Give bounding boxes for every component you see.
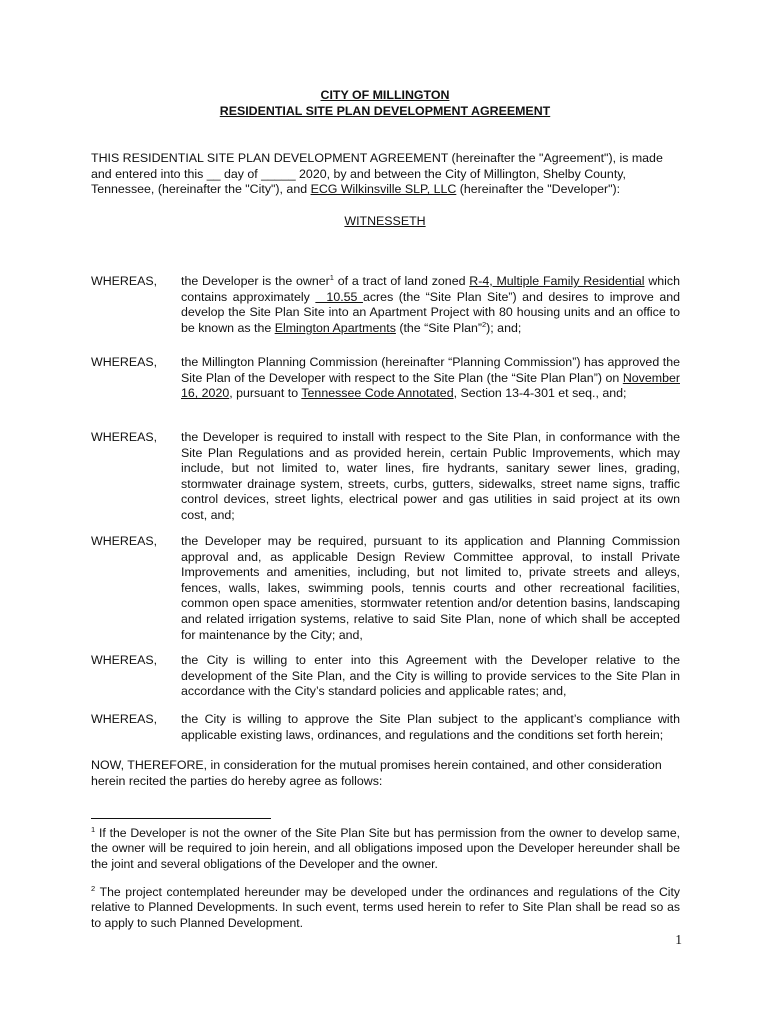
whereas-label: WHEREAS,	[91, 653, 158, 667]
approval-date: November 16, 2020	[181, 370, 680, 401]
zoning-district: R-4, Multiple Family Residential	[469, 274, 645, 288]
now-therefore-paragraph: NOW, THEREFORE, in consideration for the mutual promises herein contained, and other consideration herein recited the parties do hereby agree as follows:	[91, 758, 662, 788]
whereas-label: WHEREAS,	[91, 534, 158, 548]
code-reference: Tennessee Code Annotated	[301, 386, 454, 401]
whereas-clause-6: the City is willing to approve the Site Plan subject to the applicant’s compliance with applicable existing laws, ordinances, and regulations and the conditions set forth herein;	[181, 712, 680, 742]
footnote-2: $^2$ The project contemplated hereunder may be developed under the ordinances and regulations of the City relative to Planned Developments. In such event, terms used herein to refer to Site Plan shall be read so as to apply to such Planned Development.	[91, 883, 680, 930]
developer-name: ECG Wilkinsville SLP, LLC	[310, 182, 457, 197]
whereas-clause-4: the Developer may be required, pursuant to its application and Planning Commission approval and, as applicable Design Review Committee approval, to install Private Improvements and amenities, including, but not limited to, private streets and alleys, fences, walls, lakes, swimming pools, tennis courts and other recreational facilities, common open space amenities, stormwater retention and/or detention basins, landscaping and related irrigation systems, relative to said Site Plan, none of which shall be accepted for maintenance by the City; and,	[181, 534, 680, 642]
project-name: Elmington Apartments	[274, 320, 396, 335]
city-heading: CITY OF MILLINGTON	[320, 88, 450, 102]
whereas-label: WHEREAS,	[91, 355, 158, 369]
whereas-label: WHEREAS,	[91, 430, 158, 444]
footnote-ref-2: 2	[482, 319, 487, 329]
witnesseth-heading: WITNESSETH	[344, 214, 426, 228]
acreage-value: 10.55	[315, 289, 363, 304]
intro-paragraph: THIS RESIDENTIAL SITE PLAN DEVELOPMENT AGREEMENT (hereinafter the "Agreement"), is made and entered into this __ day of _____ 2020, by and between the City of Millington, Shelby County, Tennessee, (hereinafter the "City"), and ECG Wilkinsville SLP, LLC (hereinafter the "Developer"):	[91, 151, 663, 197]
whereas-clause-1: the Developer is the owner$^1$ of a tract of land zoned R-4, Multiple Family Residential which contains approximately 10.55 acres (the “Site Plan Site”) and desires to improve and develop the Site Plan Site into an Apartment Project with 80 housing units and an office to be known as the Elmington Apartments (the “Site Plan”$^2$); and;	[181, 272, 680, 335]
whereas-label: WHEREAS,	[91, 274, 158, 288]
whereas-clause-3: the Developer is required to install with respect to the Site Plan, in conformance with the Site Plan Regulations and as provided herein, certain Public Improvements, which may include, but not limited to, water lines, fire hydrants, sanitary sewer lines, grading, stormwater drainage system, streets, curbs, gutters, sidewalks, street name signs, traffic control devices, street lights, electrical power and gas utilities in said project at its own cost, and;	[181, 430, 680, 522]
footnote-1: $^1$ If the Developer is not the owner of the Site Plan Site but has permission from the owner to develop same, the owner will be required to join herein, and all obligations imposed upon the Developer hereunder shall be the joint and several obligations of the Developer and the owner.	[91, 824, 680, 871]
footnote-ref-1: 1	[329, 272, 334, 282]
agreement-title: RESIDENTIAL SITE PLAN DEVELOPMENT AGREEMENT	[219, 104, 551, 118]
whereas-clause-5: the City is willing to enter into this Agreement with the Developer relative to the development of the Site Plan, and the City is willing to provide services to the Site Plan in accordance with the City’s standard policies and applicable rates; and,	[181, 653, 680, 699]
whereas-label: WHEREAS,	[91, 712, 158, 726]
footnote-separator	[91, 818, 271, 819]
whereas-clause-2: the Millington Planning Commission (hereinafter “Planning Commission”) has approved the Site Plan of the Developer with respect to the Site Plan (the “Site Plan Plan”) on November 16, 2020, pursuant to Tennessee Code Annotated, Section 13-4-301 et seq., and;	[181, 355, 680, 401]
page-number: 1	[675, 932, 682, 947]
